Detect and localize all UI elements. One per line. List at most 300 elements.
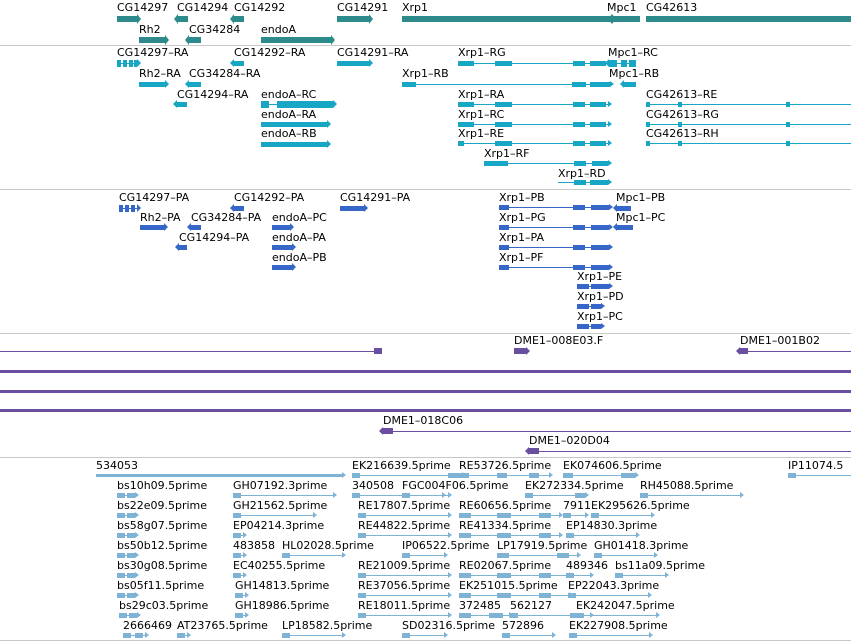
feature-label[interactable]: Mpc1–PB — [616, 191, 666, 204]
feature-glyph[interactable] — [96, 474, 342, 477]
feature-label[interactable]: bs22e09.5prime — [117, 499, 208, 512]
feature-label[interactable]: Xrp1–RB — [402, 67, 449, 80]
feature-glyph[interactable] — [514, 349, 526, 353]
feature-glyph[interactable] — [234, 61, 244, 66]
feature-label[interactable]: DME1–001B02 — [740, 334, 820, 347]
feature-label[interactable]: RE21009.5prime — [358, 559, 451, 572]
feature-block — [678, 141, 682, 146]
feature-label[interactable]: IP11074.5 — [788, 459, 844, 472]
feature-block — [459, 593, 471, 598]
feature-glyph[interactable] — [740, 349, 851, 353]
feature-label[interactable]: Xrp1–PA — [499, 231, 544, 244]
feature-glyph[interactable] — [358, 534, 448, 537]
feature-label[interactable]: 562127 — [510, 599, 552, 612]
feature-label[interactable]: GH07192.3prime — [233, 479, 328, 492]
feature-label[interactable]: RE60656.5prime — [459, 499, 552, 512]
feature-block — [573, 141, 585, 146]
feature-block — [484, 161, 508, 166]
feature-glyph[interactable] — [337, 16, 369, 22]
feature-label[interactable]: DME1–008E03.F — [514, 334, 604, 347]
feature-label[interactable]: Rh2–RA — [139, 67, 181, 80]
feature-label[interactable]: CG42613–RG — [646, 108, 719, 121]
feature-label[interactable]: CG14291–PA — [340, 191, 411, 204]
arrow-right-icon — [369, 59, 373, 67]
feature-label[interactable]: EK251015.5prime — [459, 579, 558, 592]
feature-label[interactable]: RE37056.5prime — [358, 579, 451, 592]
feature-label[interactable]: endoA–PC — [272, 211, 327, 224]
feature-glyph[interactable] — [117, 554, 135, 557]
feature-block — [117, 513, 125, 518]
arrow-right-icon — [608, 101, 612, 107]
feature-block — [786, 141, 790, 146]
feature-glyph[interactable] — [178, 16, 188, 22]
feature-glyph[interactable] — [563, 514, 585, 517]
feature-intron-line — [458, 104, 608, 105]
feature-block — [590, 122, 606, 127]
feature-label[interactable]: Xrp1–PE — [577, 270, 623, 283]
feature-glyph[interactable] — [402, 634, 444, 637]
arrow-right-icon — [448, 532, 452, 538]
feature-label[interactable]: CG42613–RH — [646, 127, 719, 140]
feature-glyph[interactable] — [502, 634, 552, 637]
feature-glyph[interactable] — [117, 16, 137, 22]
feature-glyph[interactable] — [179, 245, 187, 250]
feature-label[interactable]: Rh2 — [139, 23, 161, 36]
feature-label[interactable]: DME1–020D04 — [529, 434, 610, 447]
feature-intron-line — [358, 615, 448, 616]
feature-glyph[interactable] — [119, 206, 137, 211]
feature-intron-line — [358, 515, 448, 516]
feature-label[interactable]: CG14297 — [117, 1, 169, 14]
feature-glyph[interactable] — [569, 634, 649, 637]
feature-glyph[interactable] — [497, 554, 577, 557]
arrow-left-icon — [379, 427, 383, 435]
arrow-right-icon — [137, 59, 141, 67]
feature-glyph[interactable] — [0, 409, 851, 412]
feature-glyph[interactable] — [402, 16, 612, 22]
feature-block — [788, 473, 796, 478]
feature-block — [0, 409, 851, 412]
feature-glyph[interactable] — [234, 16, 244, 22]
feature-block — [591, 284, 609, 289]
feature-glyph[interactable] — [459, 614, 509, 617]
feature-glyph[interactable] — [123, 634, 145, 637]
feature-label[interactable]: DME1–018C06 — [383, 414, 464, 427]
feature-label[interactable]: RE02067.5prime — [459, 559, 552, 572]
feature-label[interactable]: Mpc1–RC — [608, 46, 658, 59]
feature-block — [129, 60, 133, 67]
feature-block — [539, 513, 551, 518]
feature-block — [573, 61, 585, 66]
feature-label[interactable]: 572896 — [502, 619, 544, 632]
arrow-right-icon — [342, 632, 346, 638]
feature-label[interactable]: EP04214.3prime — [233, 519, 325, 532]
feature-intron-line — [358, 595, 448, 596]
feature-intron-line — [282, 635, 342, 636]
feature-glyph[interactable] — [119, 614, 137, 617]
feature-glyph[interactable] — [358, 614, 448, 617]
feature-glyph[interactable] — [191, 225, 201, 230]
feature-label[interactable]: CG14294–PA — [179, 231, 250, 244]
feature-label[interactable]: bs30g08.5prime — [117, 559, 208, 572]
feature-glyph[interactable] — [282, 634, 342, 637]
feature-glyph[interactable] — [117, 494, 135, 497]
feature-label[interactable]: Xrp1 — [402, 1, 429, 14]
feature-label[interactable]: CG14297–RA — [117, 46, 189, 59]
feature-glyph[interactable] — [261, 142, 327, 147]
feature-label[interactable]: 534053 — [96, 459, 138, 472]
feature-glyph[interactable] — [458, 62, 608, 65]
feature-block — [458, 141, 464, 146]
feature-glyph[interactable] — [499, 206, 609, 209]
feature-intron-line — [594, 555, 654, 556]
feature-glyph[interactable] — [117, 61, 137, 66]
feature-block — [499, 265, 509, 270]
arrow-right-icon — [137, 612, 141, 618]
feature-label[interactable]: CG14297–PA — [119, 191, 190, 204]
feature-glyph[interactable] — [484, 162, 608, 165]
feature-glyph[interactable] — [609, 61, 636, 66]
feature-label[interactable]: EP22043.3prime — [568, 579, 660, 592]
feature-glyph[interactable] — [117, 594, 135, 597]
feature-intron-line — [233, 515, 313, 516]
feature-label[interactable]: GH18986.5prime — [235, 599, 330, 612]
feature-label[interactable]: EK272334.5prime — [525, 479, 624, 492]
feature-block — [233, 553, 241, 558]
feature-block — [272, 245, 292, 250]
feature-glyph[interactable] — [566, 574, 590, 577]
feature-glyph[interactable] — [459, 534, 559, 537]
feature-label[interactable]: EK295626.5prime — [591, 499, 690, 512]
feature-glyph[interactable] — [117, 574, 135, 577]
feature-glyph[interactable] — [788, 474, 851, 477]
feature-glyph[interactable] — [189, 37, 201, 43]
arrow-right-icon — [608, 140, 612, 146]
feature-label[interactable]: Xrp1–PF — [499, 251, 544, 264]
feature-label[interactable]: EK074606.5prime — [563, 459, 662, 472]
feature-block — [459, 573, 471, 578]
feature-block — [383, 428, 393, 434]
feature-label[interactable]: Xrp1–PB — [499, 191, 545, 204]
feature-glyph[interactable] — [525, 494, 585, 497]
feature-label[interactable]: CG42613–RE — [646, 88, 718, 101]
feature-glyph[interactable] — [358, 574, 448, 577]
arrow-right-icon — [331, 35, 335, 45]
feature-label[interactable]: Xrp1–RA — [458, 88, 505, 101]
feature-glyph[interactable] — [640, 494, 740, 497]
feature-block — [233, 493, 241, 498]
feature-glyph[interactable] — [383, 429, 851, 433]
feature-label[interactable]: CG14292–RA — [234, 46, 306, 59]
feature-label[interactable]: endoA–RA — [261, 108, 317, 121]
feature-glyph[interactable] — [402, 554, 444, 557]
feature-label[interactable]: RH45088.5prime — [640, 479, 734, 492]
feature-label[interactable]: CG42613 — [646, 1, 698, 14]
feature-glyph[interactable] — [235, 594, 245, 597]
feature-label[interactable]: endoA–RB — [261, 127, 317, 140]
arrow-right-icon — [448, 572, 452, 578]
feature-label[interactable]: RE44822.5prime — [358, 519, 451, 532]
feature-glyph[interactable] — [340, 206, 364, 211]
feature-block — [189, 37, 201, 43]
feature-label[interactable]: bs58g07.5prime — [117, 519, 208, 532]
feature-glyph[interactable] — [459, 474, 549, 477]
feature-label[interactable]: 7911 — [563, 499, 591, 512]
feature-block — [340, 206, 364, 211]
feature-glyph[interactable] — [458, 103, 608, 106]
arrow-right-icon — [342, 552, 346, 558]
feature-label[interactable]: GH01418.3prime — [594, 539, 689, 552]
feature-label[interactable]: endoA–PB — [272, 251, 327, 264]
feature-label[interactable]: bs10h09.5prime — [117, 479, 208, 492]
feature-glyph[interactable] — [235, 614, 245, 617]
arrow-right-icon — [577, 552, 581, 558]
arrow-right-icon — [549, 472, 553, 478]
feature-glyph[interactable] — [646, 103, 851, 106]
feature-glyph[interactable] — [337, 61, 369, 66]
feature-label[interactable]: endoA–RC — [261, 88, 317, 101]
feature-glyph[interactable] — [0, 370, 851, 373]
feature-label[interactable]: Xrp1–RF — [484, 147, 530, 160]
feature-block — [235, 613, 243, 618]
feature-block — [617, 225, 633, 230]
feature-glyph[interactable] — [177, 102, 187, 107]
feature-glyph[interactable] — [139, 37, 165, 43]
feature-block — [127, 593, 135, 598]
feature-glyph[interactable] — [233, 554, 243, 557]
feature-label[interactable]: EK242047.5prime — [576, 599, 675, 612]
feature-glyph[interactable] — [594, 554, 654, 557]
arrow-left-icon — [185, 35, 189, 45]
feature-glyph[interactable] — [577, 285, 609, 288]
feature-label[interactable]: 489346 — [566, 559, 608, 572]
feature-label[interactable]: AT23765.5prime — [177, 619, 268, 632]
feature-glyph[interactable] — [624, 82, 636, 87]
feature-block — [119, 205, 123, 212]
feature-glyph[interactable] — [233, 534, 243, 537]
feature-glyph[interactable] — [0, 390, 851, 393]
feature-glyph[interactable] — [612, 16, 640, 22]
feature-label[interactable]: CG14294–RA — [177, 88, 249, 101]
feature-label[interactable]: CG34284–PA — [191, 211, 262, 224]
feature-label[interactable]: GH14813.5prime — [235, 579, 330, 592]
feature-block — [510, 613, 518, 618]
feature-glyph[interactable] — [117, 514, 135, 517]
feature-block — [117, 493, 125, 498]
feature-label[interactable]: 2666469 — [123, 619, 172, 632]
feature-glyph[interactable] — [272, 225, 290, 230]
feature-glyph[interactable] — [233, 494, 333, 497]
feature-glyph[interactable] — [139, 82, 165, 87]
feature-label[interactable]: Xrp1–PC — [577, 310, 623, 323]
feature-label[interactable]: 372485 — [459, 599, 501, 612]
feature-glyph[interactable] — [529, 449, 851, 453]
feature-block — [135, 633, 143, 638]
feature-glyph[interactable] — [272, 265, 292, 270]
arrow-right-icon — [448, 592, 452, 598]
feature-label[interactable]: Xrp1–RC — [458, 108, 505, 121]
feature-glyph[interactable] — [499, 266, 609, 269]
feature-glyph[interactable] — [459, 574, 569, 577]
track-separator — [0, 189, 851, 190]
feature-label[interactable]: CG14294 — [177, 1, 229, 14]
feature-label[interactable]: LP18582.5prime — [282, 619, 373, 632]
feature-block — [495, 141, 512, 146]
feature-block — [261, 101, 269, 108]
feature-block — [590, 61, 606, 66]
feature-intron-line — [458, 143, 608, 144]
arrow-right-icon — [135, 572, 139, 578]
feature-glyph[interactable] — [499, 246, 609, 249]
feature-glyph[interactable] — [189, 82, 201, 87]
feature-label[interactable]: Xrp1–PD — [577, 290, 624, 303]
feature-glyph[interactable] — [458, 123, 608, 126]
feature-label[interactable]: Rh2–PA — [140, 211, 181, 224]
feature-label[interactable]: bs05f11.5prime — [117, 579, 205, 592]
feature-label[interactable]: endoA–PA — [272, 231, 326, 244]
feature-label[interactable]: CG14291 — [337, 1, 389, 14]
feature-label[interactable]: CG14292 — [234, 1, 286, 14]
feature-intron-line — [358, 535, 448, 536]
feature-label[interactable]: Mpc1–RB — [609, 67, 660, 80]
feature-glyph[interactable] — [261, 37, 331, 43]
feature-label[interactable]: FGC004F06.5prime — [402, 479, 509, 492]
feature-label[interactable]: bs11a09.5prime — [615, 559, 705, 572]
arrow-right-icon — [327, 120, 331, 128]
feature-label[interactable]: RE41334.5prime — [459, 519, 552, 532]
feature-block — [568, 593, 576, 598]
feature-glyph[interactable] — [558, 181, 608, 184]
feature-label[interactable]: Mpc1 — [607, 1, 637, 14]
feature-block — [117, 533, 125, 538]
feature-block — [566, 573, 574, 578]
feature-label[interactable]: bs50b12.5prime — [117, 539, 208, 552]
feature-label[interactable]: Xrp1–RE — [458, 127, 505, 140]
feature-block — [233, 533, 241, 538]
feature-glyph[interactable] — [576, 614, 656, 617]
arrow-right-icon — [656, 612, 660, 618]
feature-glyph[interactable] — [402, 83, 610, 86]
feature-label[interactable]: IP06522.5prime — [402, 539, 490, 552]
feature-glyph[interactable] — [272, 245, 292, 250]
feature-intron-line — [358, 575, 448, 576]
feature-label[interactable]: SD02316.5prime — [402, 619, 495, 632]
feature-label[interactable]: Xrp1–RD — [558, 167, 606, 180]
arrow-right-icon — [448, 612, 452, 618]
feature-glyph[interactable] — [646, 142, 851, 145]
feature-block — [178, 16, 188, 22]
feature-block — [402, 493, 410, 498]
feature-label[interactable]: EK216639.5prime — [352, 459, 451, 472]
feature-label[interactable]: CG34284–RA — [189, 67, 261, 80]
feature-glyph[interactable] — [458, 142, 608, 145]
feature-glyph[interactable] — [352, 474, 462, 477]
feature-label[interactable]: GH21562.5prime — [233, 499, 328, 512]
feature-glyph[interactable] — [577, 325, 601, 328]
feature-label[interactable]: RE18011.5prime — [358, 599, 451, 612]
feature-block — [566, 533, 574, 538]
feature-glyph[interactable] — [140, 225, 164, 230]
feature-block — [177, 633, 185, 638]
feature-label[interactable]: Mpc1–PC — [616, 211, 666, 224]
feature-block — [624, 82, 636, 87]
feature-block — [529, 473, 539, 478]
feature-label[interactable]: EC40255.5prime — [233, 559, 326, 572]
feature-block — [139, 37, 165, 43]
feature-block — [140, 225, 164, 230]
feature-intron-line — [0, 351, 382, 352]
feature-block — [272, 225, 290, 230]
feature-glyph[interactable] — [646, 16, 851, 22]
feature-label[interactable]: 483858 — [233, 539, 275, 552]
feature-block — [577, 304, 589, 309]
feature-label[interactable]: Xrp1–PG — [499, 211, 546, 224]
feature-block — [499, 225, 509, 230]
feature-glyph[interactable] — [402, 494, 442, 497]
feature-label[interactable]: Xrp1–RG — [458, 46, 506, 59]
feature-label[interactable]: EK227908.5prime — [569, 619, 668, 632]
feature-block — [563, 473, 573, 478]
feature-label[interactable]: LP17919.5prime — [497, 539, 588, 552]
feature-label[interactable]: HL02028.5prime — [282, 539, 374, 552]
feature-label[interactable]: CG34284 — [189, 23, 241, 36]
feature-glyph[interactable] — [646, 123, 851, 126]
feature-block — [786, 102, 790, 107]
feature-label[interactable]: CG14292–PA — [234, 191, 305, 204]
feature-label[interactable]: CG14291–RA — [337, 46, 409, 59]
feature-glyph[interactable] — [0, 349, 382, 353]
feature-label[interactable]: RE17807.5prime — [358, 499, 451, 512]
feature-glyph[interactable] — [615, 574, 665, 577]
feature-label[interactable]: EP14830.3prime — [566, 519, 658, 532]
feature-glyph[interactable] — [358, 594, 448, 597]
feature-label[interactable]: bs29c03.5prime — [119, 599, 209, 612]
feature-glyph[interactable] — [459, 514, 559, 517]
arrow-right-icon — [313, 512, 317, 518]
feature-glyph[interactable] — [617, 225, 633, 230]
feature-glyph[interactable] — [577, 305, 601, 308]
feature-block — [497, 533, 511, 538]
feature-block — [459, 533, 471, 538]
feature-glyph[interactable] — [282, 554, 342, 557]
feature-block — [495, 61, 512, 66]
feature-block — [557, 553, 569, 558]
feature-glyph[interactable] — [566, 534, 636, 537]
feature-block — [282, 553, 290, 558]
feature-glyph[interactable] — [233, 514, 313, 517]
feature-glyph[interactable] — [117, 534, 135, 537]
feature-glyph[interactable] — [499, 226, 609, 229]
feature-glyph[interactable] — [358, 514, 448, 517]
feature-label[interactable]: 340508 — [352, 479, 394, 492]
feature-block — [786, 122, 790, 127]
feature-block — [591, 205, 609, 210]
feature-intron-line — [640, 495, 740, 496]
feature-glyph[interactable] — [568, 594, 648, 597]
feature-glyph[interactable] — [233, 574, 243, 577]
feature-label[interactable]: RE53726.5prime — [459, 459, 552, 472]
feature-block — [402, 16, 612, 22]
feature-glyph[interactable] — [591, 514, 651, 517]
feature-block — [459, 513, 471, 518]
feature-glyph[interactable] — [459, 594, 569, 597]
feature-glyph[interactable] — [261, 102, 333, 107]
feature-glyph[interactable] — [177, 634, 187, 637]
feature-glyph[interactable] — [563, 474, 635, 477]
arrow-right-icon — [243, 552, 247, 558]
feature-label[interactable]: endoA — [261, 23, 296, 36]
arrow-left-icon — [613, 223, 617, 231]
